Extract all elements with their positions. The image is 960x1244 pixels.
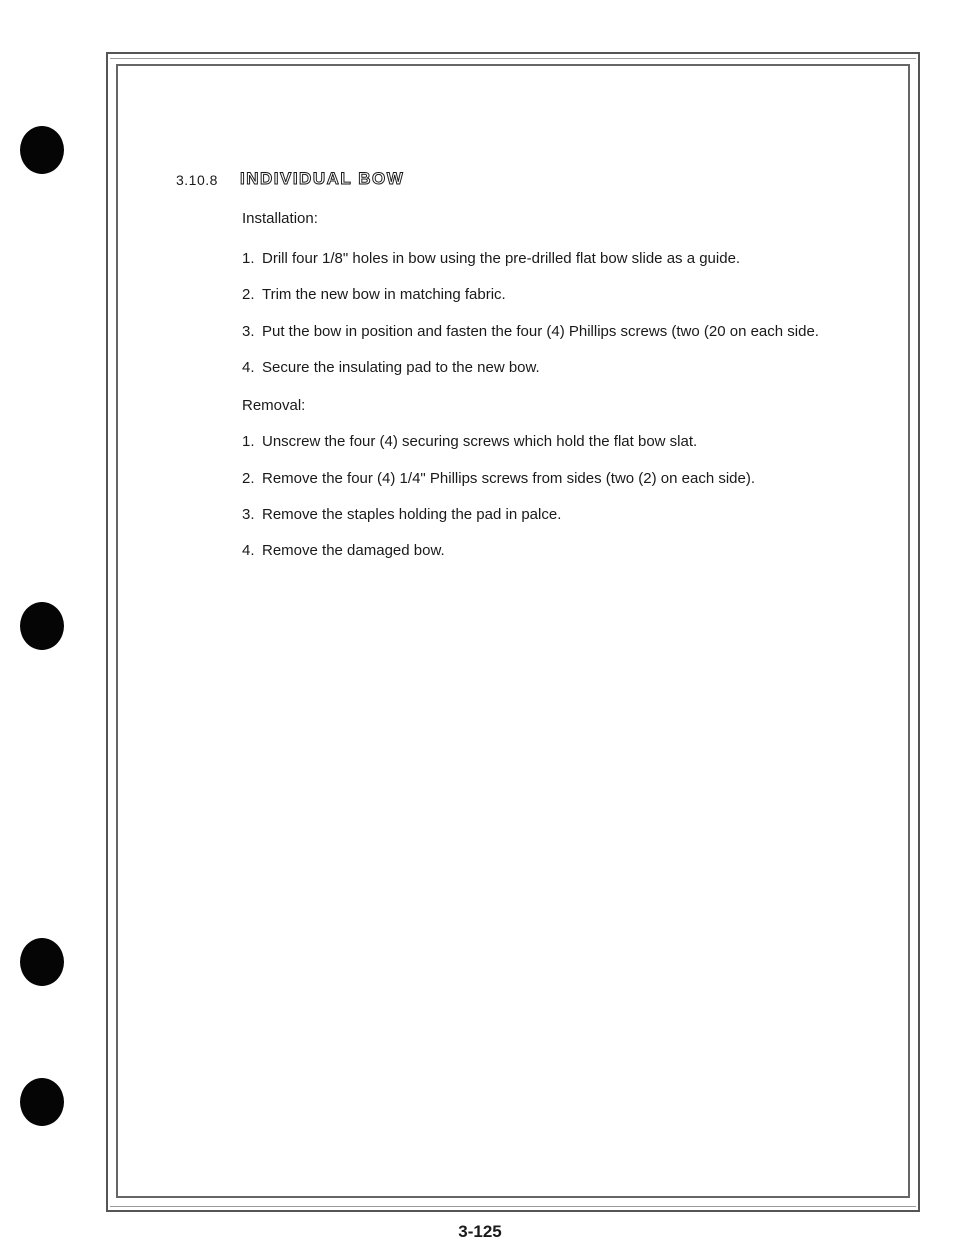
step-text: Drill four 1/8" holes in bow using the pre-drilled flat bow slide as a guide. [262, 250, 741, 267]
removal-step-3 [242, 506, 561, 523]
step-text: Remove the staples holding the pad in palce. [262, 506, 562, 523]
binder-hole-2 [20, 602, 64, 650]
step-number: 3. [242, 323, 255, 340]
page-number: 3-125 [458, 1222, 502, 1241]
step-number: 4. [242, 542, 255, 559]
section-number: 3.10.8 [176, 172, 218, 188]
step-number: 3. [242, 506, 255, 523]
step-number: 2. [242, 286, 255, 303]
removal-heading: Removal: [242, 397, 306, 414]
frame-line-bottom [110, 1206, 916, 1207]
installation-step-1 [242, 250, 740, 267]
step-text: Unscrew the four (4) securing screws which hold the flat bow slat. [262, 433, 698, 450]
removal-step-1 [242, 433, 697, 450]
removal-step-4 [242, 542, 445, 559]
step-number: 2. [242, 470, 255, 487]
page-frame-inner [116, 64, 910, 1198]
step-number: 1. [242, 250, 255, 267]
step-text: Remove the four (4) 1/4" Phillips screws from sides (two (2) on each side). [262, 470, 756, 487]
step-number: 1. [242, 433, 255, 450]
step-number: 4. [242, 359, 255, 376]
binder-hole-1 [20, 126, 64, 174]
installation-heading: Installation: [242, 210, 318, 227]
step-text: Put the bow in position and fasten the four (4) Phillips screws (two (20 on each side. [262, 323, 819, 340]
installation-step-2 [242, 286, 506, 303]
binder-hole-3 [20, 938, 64, 986]
section-title: INDIVIDUAL BOW [240, 169, 405, 188]
binder-hole-4 [20, 1078, 64, 1126]
step-text: Remove the damaged bow. [262, 542, 445, 559]
removal-step-2 [242, 470, 755, 487]
installation-step-4 [242, 359, 540, 376]
frame-line-top [110, 58, 916, 59]
step-text: Secure the insulating pad to the new bow. [262, 359, 540, 376]
step-text: Trim the new bow in matching fabric. [262, 286, 506, 303]
installation-step-3 [242, 323, 819, 340]
